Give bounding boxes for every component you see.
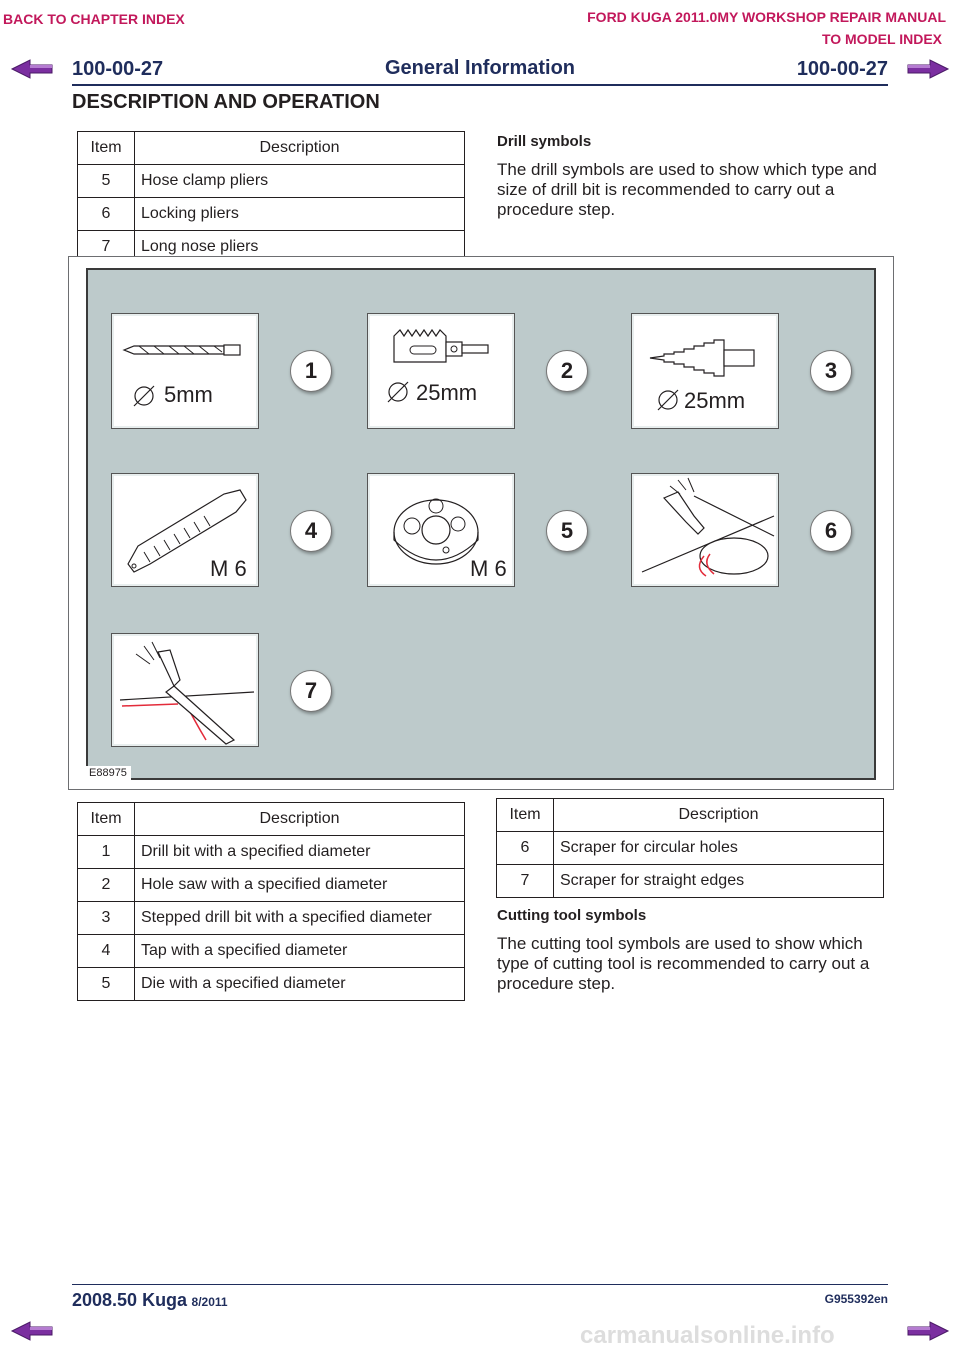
- scraper-table: [496, 798, 884, 898]
- table-row: [78, 836, 465, 869]
- item-description: Locking pliers: [135, 198, 465, 231]
- item-description: Stepped drill bit with a specified diameter: [135, 902, 465, 935]
- hole-saw-diameter-label: 25mm: [416, 380, 478, 405]
- item-description: Tap with a specified diameter: [135, 935, 465, 968]
- stepped-drill-tile: [632, 314, 778, 428]
- column-header-description: Description: [135, 132, 465, 165]
- table-header-row: [78, 132, 465, 165]
- watermark: carmanualsonline.info: [580, 1322, 835, 1349]
- callout-3: 3: [810, 350, 852, 392]
- manual-title-link[interactable]: FORD KUGA 2011.0MY WORKSHOP REPAIR MANUAL: [587, 9, 946, 25]
- item-description: Drill bit with a specified diameter: [135, 836, 465, 869]
- tap-size-label: M 6: [210, 556, 247, 581]
- model-index-link[interactable]: TO MODEL INDEX: [821, 31, 942, 47]
- item-description: Scraper for straight edges: [554, 865, 884, 898]
- item-number: 4: [78, 935, 135, 968]
- header-rule: [72, 84, 888, 86]
- section-heading: DESCRIPTION AND OPERATION: [72, 91, 380, 113]
- table-row: [78, 165, 465, 198]
- table-row: [78, 198, 465, 231]
- die-tile: [368, 474, 514, 586]
- item-number: 5: [78, 165, 135, 198]
- cutting-symbols-heading: Cutting tool symbols: [497, 907, 647, 924]
- hole-saw-tile: [368, 314, 514, 428]
- column-header-item: Item: [497, 799, 554, 832]
- item-description: Hole saw with a specified diameter: [135, 869, 465, 902]
- drill-symbols-table: [77, 802, 465, 1001]
- footer-date: 8/2011: [191, 1295, 228, 1309]
- footer-model: 2008.50 Kuga: [72, 1290, 188, 1310]
- table-row: [78, 869, 465, 902]
- next-page-arrow-icon[interactable]: [906, 1320, 950, 1342]
- callout-7: 7: [290, 670, 332, 712]
- item-number: 6: [78, 198, 135, 231]
- item-number: 3: [78, 902, 135, 935]
- table-row: [497, 865, 884, 898]
- drill-symbols-text: The drill symbols are used to show which type and size of drill bit is recommended to carry out a procedure step.: [497, 160, 877, 219]
- item-number: 7: [497, 865, 554, 898]
- drill-symbols-heading: Drill symbols: [497, 133, 592, 150]
- drill-bit-tile: [112, 314, 258, 428]
- item-description: Scraper for circular holes: [554, 832, 884, 865]
- item-number: 1: [78, 836, 135, 869]
- tap-tile: [112, 474, 258, 586]
- drill-diameter-label: 5mm: [164, 382, 213, 407]
- straight-scraper-tile: [112, 634, 258, 746]
- hole-saw-icon: [370, 316, 516, 430]
- table-row: [78, 902, 465, 935]
- straight-scraper-icon: [114, 636, 260, 748]
- footer-model-date: [72, 1290, 228, 1311]
- item-number: 5: [78, 968, 135, 1001]
- item-description: Long nose pliers: [135, 231, 465, 264]
- footer-rule: [72, 1284, 888, 1285]
- item-number: 6: [497, 832, 554, 865]
- callout-5: 5: [546, 510, 588, 552]
- table-header-row: [497, 799, 884, 832]
- page-title: General Information: [384, 57, 576, 79]
- circular-scraper-tile: [632, 474, 778, 586]
- cutting-symbols-text: The cutting tool symbols are used to show which type of cutting tool is recommended to carry out a procedure step.: [497, 934, 870, 993]
- callout-4: 4: [290, 510, 332, 552]
- previous-page-arrow-icon[interactable]: [10, 1320, 54, 1342]
- drill-bit-icon: [114, 316, 260, 430]
- column-header-description: Description: [135, 803, 465, 836]
- page-code-right: 100-00-27: [796, 58, 888, 80]
- item-number: 7: [78, 231, 135, 264]
- circular-scraper-icon: [634, 476, 780, 588]
- table-row: [78, 968, 465, 1001]
- page-code-left: 100-00-27: [72, 58, 164, 80]
- callout-2: 2: [546, 350, 588, 392]
- figure-reference: E88975: [85, 766, 131, 780]
- item-description: Die with a specified diameter: [135, 968, 465, 1001]
- column-header-item: Item: [78, 132, 135, 165]
- stepped-drill-diameter-label: 25mm: [684, 388, 746, 413]
- table-row: [78, 935, 465, 968]
- footer-document-code: G955392en: [824, 1292, 888, 1306]
- tools-table-top: [77, 131, 465, 264]
- item-description: Hose clamp pliers: [135, 165, 465, 198]
- callout-6: 6: [810, 510, 852, 552]
- callout-1: 1: [290, 350, 332, 392]
- item-number: 2: [78, 869, 135, 902]
- column-header-item: Item: [78, 803, 135, 836]
- back-to-chapter-link[interactable]: BACK TO CHAPTER INDEX: [3, 11, 185, 27]
- column-header-description: Description: [554, 799, 884, 832]
- table-row: [497, 832, 884, 865]
- table-header-row: [78, 803, 465, 836]
- die-size-label: M 6: [470, 556, 507, 581]
